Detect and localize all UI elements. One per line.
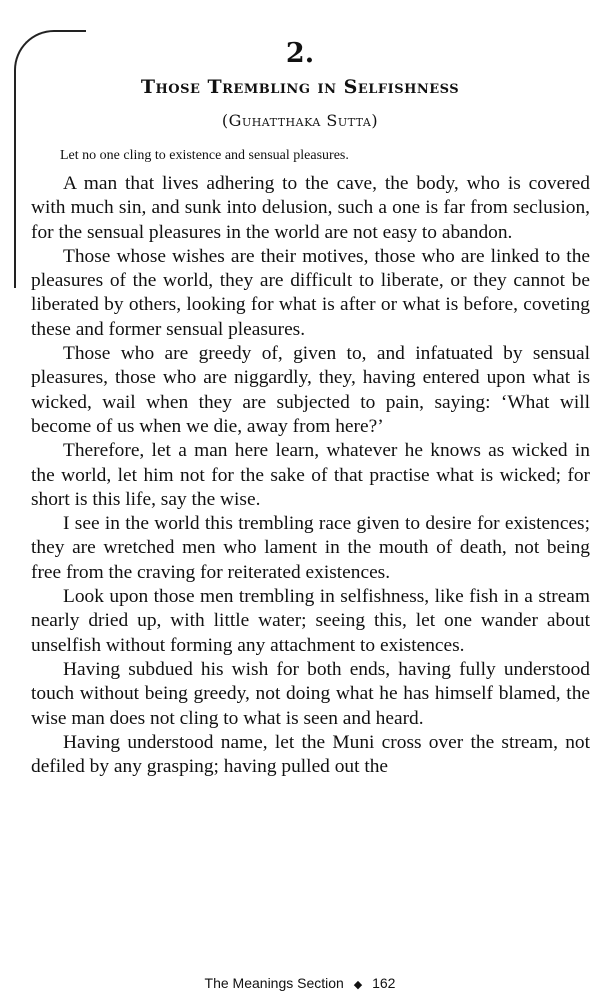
chapter-title: Those Trembling in Selfishness bbox=[140, 76, 460, 98]
page-footer bbox=[0, 975, 600, 991]
paragraph: Therefore, let a man here learn, whatever he knows as wicked in the world, let him not for the sake of that practise what is wicked; for short is this life, say the wise. bbox=[31, 440, 590, 510]
paragraph: Those who are greedy of, given to, and infatuated by sensual pleasures, those who are niggardly, they, having entered upon what is wicked, wail when they are subjected to pain, saying: ‘What will become of us when we die, away from here?’ bbox=[31, 343, 590, 437]
chapter-number: 2. bbox=[285, 38, 315, 69]
paragraph: Look upon those men trembling in selfishness, like fish in a stream nearly dried up, with little water; seeing this, let one wander about unselfish without forming any attachment to existences. bbox=[31, 586, 590, 656]
chapter-subtitle: (Guhatthaka Sutta) bbox=[221, 111, 379, 130]
paragraph: Those whose wishes are their motives, those who are linked to the pleasures of the world, they are difficult to liberate, or they cannot be liberated by others, looking for what is after or what is before, coveting these and former sensual pleasures. bbox=[31, 245, 590, 340]
body-text bbox=[31, 172, 590, 779]
paragraph: Having subdued his wish for both ends, having fully understood touch without being greedy, not doing what he has himself blamed, the wise man does not cling to what is seen and heard. bbox=[31, 658, 590, 729]
page-number: 162 bbox=[372, 975, 396, 991]
footer-separator-icon: ◆ bbox=[353, 979, 363, 991]
footer-section-title: The Meanings Section bbox=[204, 975, 344, 991]
paragraph: A man that lives adhering to the cave, the body, who is covered with much sin, and sunk into delusion, such a one is far from seclusion, for the sensual pleasures in the world are not easy to abandon. bbox=[31, 173, 590, 243]
epigraph: Let no one cling to existence and sensual pleasures. bbox=[60, 148, 349, 163]
paragraph: Having understood name, let the Muni cross over the stream, not defiled by any grasping; having pulled out the bbox=[31, 731, 590, 778]
paragraph: I see in the world this trembling race given to desire for existences; they are wretched men who lament in the mouth of death, not being free from the craving for reiterated existences. bbox=[31, 513, 590, 583]
